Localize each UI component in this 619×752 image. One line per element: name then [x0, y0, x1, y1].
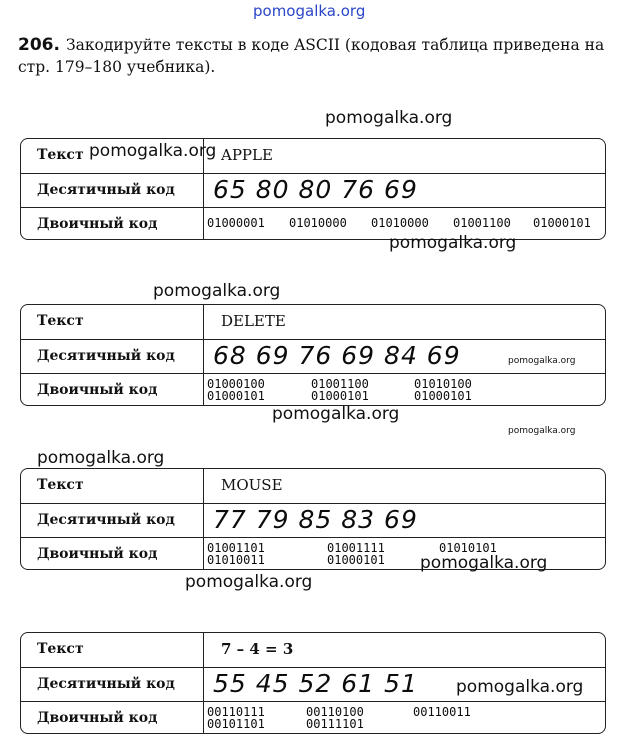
text-row — [21, 305, 605, 339]
task-statement — [18, 34, 613, 78]
watermark: pomogalka.org — [37, 448, 165, 468]
binary-value: 01000001 — [207, 216, 265, 230]
watermark: pomogalka.org — [89, 141, 217, 161]
text-value: APPLE — [221, 146, 273, 164]
binary-value: 01001101 — [207, 541, 265, 555]
task-number: 206. — [18, 35, 60, 55]
decimal-label: Десятичный код — [37, 676, 175, 692]
binary-value: 01000101 — [207, 389, 265, 403]
decimal-label: Десятичный код — [37, 512, 175, 528]
binary-value: 01010011 — [207, 553, 265, 567]
decimal-value: 55 45 52 61 51 — [213, 669, 418, 698]
watermark: pomogalka.org — [456, 677, 584, 697]
watermark: pomogalka.org — [389, 233, 517, 253]
binary-value: 00110111 — [207, 705, 265, 719]
binary-value: 00110100 — [306, 705, 364, 719]
decimal-label: Десятичный код — [37, 348, 175, 364]
decimal-value: 65 80 80 76 69 — [213, 175, 418, 204]
binary-value: 01010000 — [371, 216, 429, 230]
text-value: MOUSE — [221, 476, 283, 494]
table-delete — [20, 304, 606, 406]
binary-value: 01000100 — [207, 377, 265, 391]
text-label: Текст — [37, 313, 84, 329]
binary-value: 01001100 — [453, 216, 511, 230]
watermark: pomogalka.org — [272, 404, 400, 424]
binary-label: Двоичный код — [37, 382, 158, 398]
watermark: pomogalka.org — [325, 108, 453, 128]
watermark-top: pomogalka.org — [253, 2, 366, 20]
watermark: pomogalka.org — [153, 281, 281, 301]
binary-value: 00101101 — [207, 717, 265, 731]
binary-row — [21, 373, 605, 408]
text-label: Текст — [37, 147, 84, 163]
decimal-value: 68 69 76 69 84 69 — [213, 341, 461, 370]
binary-label: Двоичный код — [37, 710, 158, 726]
binary-label: Двоичный код — [37, 216, 158, 232]
binary-label: Двоичный код — [37, 546, 158, 562]
binary-value: 01000101 — [327, 553, 385, 567]
binary-value: 00111101 — [306, 717, 364, 731]
text-value: DELETE — [221, 312, 286, 330]
text-value: 7 – 4 = 3 — [221, 640, 294, 658]
binary-value: 01000101 — [414, 389, 472, 403]
binary-value: 01000101 — [311, 389, 369, 403]
decimal-row — [21, 503, 605, 538]
binary-value: 01010101 — [439, 541, 497, 555]
text-row — [21, 633, 605, 667]
binary-value: 01001111 — [327, 541, 385, 555]
watermark-small: pomogalka.org — [508, 426, 576, 436]
binary-value: 00110011 — [413, 705, 471, 719]
watermark: pomogalka.org — [185, 572, 313, 592]
decimal-label: Десятичный код — [37, 182, 175, 198]
text-label: Текст — [37, 641, 84, 657]
binary-row — [21, 207, 605, 242]
binary-value: 01010000 — [289, 216, 347, 230]
binary-value: 01010100 — [414, 377, 472, 391]
text-label: Текст — [37, 477, 84, 493]
text-row — [21, 469, 605, 503]
decimal-row — [21, 173, 605, 208]
task-text: Закодируйте тексты в коде ASCII (кодовая таблица приведена на стр. 179–180 учебника). — [18, 36, 605, 76]
decimal-value: 77 79 85 83 69 — [213, 505, 418, 534]
binary-row — [21, 701, 605, 736]
decimal-row — [21, 339, 605, 374]
watermark-small: pomogalka.org — [508, 356, 576, 366]
watermark: pomogalka.org — [420, 553, 548, 573]
binary-value: 01000101 — [533, 216, 591, 230]
binary-value: 01001100 — [311, 377, 369, 391]
